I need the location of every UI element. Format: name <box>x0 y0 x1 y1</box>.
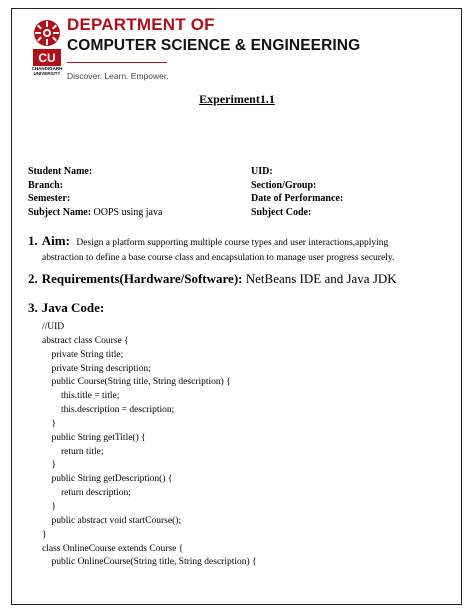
tagline: Discover. Learn. Empower. <box>67 71 169 81</box>
code-line: return title; <box>42 446 104 457</box>
department-title-line2: COMPUTER SCIENCE & ENGINEERING <box>67 37 361 54</box>
code-line: } <box>42 501 57 512</box>
logo-university-name: CHANDIGARH UNIVERSITY <box>31 66 63 76</box>
code-line: //UID <box>42 322 65 332</box>
code-line: return description; <box>42 488 131 499</box>
java-code-heading: 3. Java Code: <box>28 300 105 315</box>
aim-text-line1: Design a platform supporting multiple course types and user interactions,applying <box>76 238 389 248</box>
semester-label: Semester: <box>28 193 71 204</box>
uid-label: UID: <box>251 166 273 177</box>
code-line: } <box>42 529 47 540</box>
code-block <box>42 321 257 570</box>
experiment-title: Experiment1.1 <box>199 92 275 106</box>
code-line: public String getTitle() { <box>42 432 146 443</box>
subject-code-label: Subject Code: <box>251 207 312 218</box>
code-line: private String description; <box>42 363 151 374</box>
header-divider <box>67 62 167 63</box>
code-line: private String title; <box>42 349 124 360</box>
code-line: public OnlineCourse(String title, String description) { <box>42 557 257 568</box>
aim-text-line2: abstraction to define a base course class and encapsulation to manage user progress securely. <box>42 253 395 263</box>
section-group-label: Section/Group: <box>251 180 317 191</box>
code-line: public Course(String title, String description) { <box>42 377 231 388</box>
code-line: this.description = description; <box>42 405 175 416</box>
logo-initials: CU <box>38 51 56 65</box>
date-of-performance-label: Date of Performance: <box>251 193 344 204</box>
department-title-line1: DEPARTMENT OF <box>67 15 215 34</box>
aim-section: 1. Aim: Design a platform supporting multiple course types and user interactions,applying <box>28 233 389 248</box>
subject-name-row: Subject Name: OOPS using java <box>28 207 163 218</box>
subject-name-value: OOPS using java <box>93 207 163 218</box>
requirements-text: NetBeans IDE and Java JDK <box>245 271 397 286</box>
code-line: public String getDescription() { <box>42 474 173 485</box>
requirements-section: 2. Requirements(Hardware/Software): NetBeans IDE and Java JDK <box>28 271 397 286</box>
branch-label: Branch: <box>28 180 63 191</box>
student-name-label: Student Name: <box>28 166 93 177</box>
code-line: abstract class Course { <box>42 335 129 346</box>
code-line: class OnlineCourse extends Course { <box>42 543 184 554</box>
code-line: } <box>42 460 57 471</box>
code-line: } <box>42 418 57 429</box>
code-line: this.title = title; <box>42 391 120 402</box>
code-line: public abstract void startCourse(); <box>42 515 182 526</box>
